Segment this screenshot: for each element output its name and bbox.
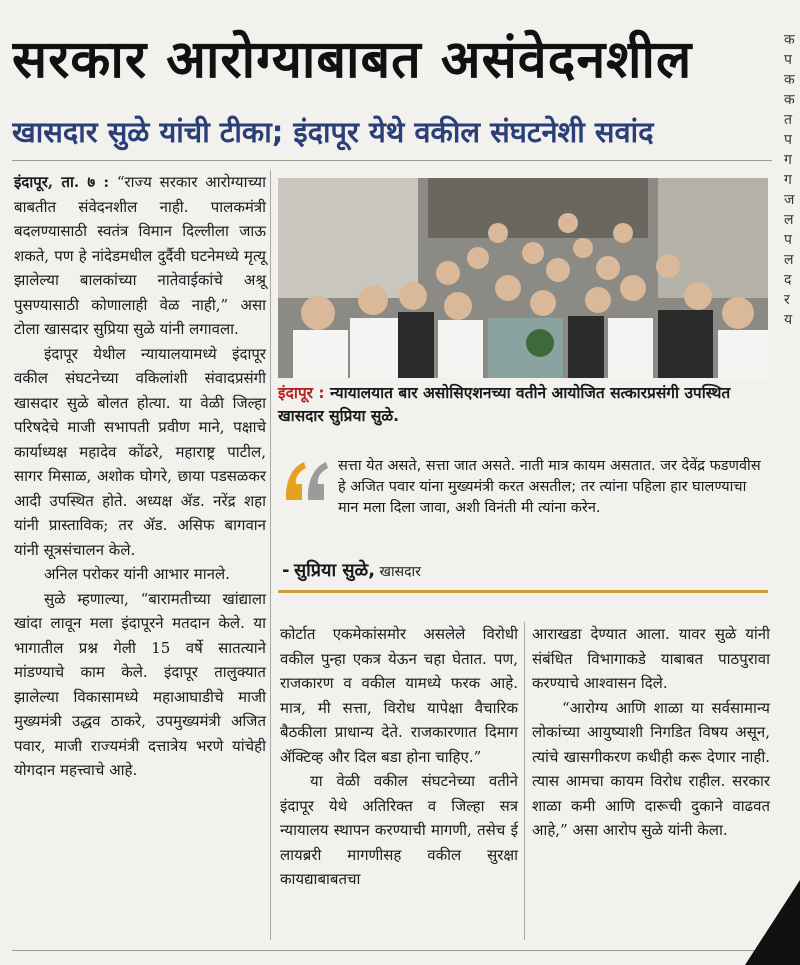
photo-caption xyxy=(278,382,773,428)
quote-dash: - xyxy=(282,560,290,581)
paragraph: “आरोग्य आणि शाळा या सर्वसामान्य लोकांच्या आयुष्याशी निगडित विषय असून, त्यांचे खासगीकरण कधीही करू देणार नाही. त्यास आमचा कायम विरोध राहील. सरकार शाळा कमी आणि दारूची दुकाने वाढवत आहे,” असा आरोप सुळे यांनी केला. xyxy=(532,698,770,839)
headline: सरकार आरोग्याबाबत असंवेदनशील xyxy=(12,30,693,90)
pull-quote-attribution xyxy=(282,558,762,585)
column-1 xyxy=(14,170,266,783)
header-divider xyxy=(12,160,772,161)
column-2 xyxy=(280,622,518,892)
paragraph: सुळे म्हणाल्या, “बारामतीच्या खांद्याला खांदा लावून मला इंदापूरने मतदान केले. या भागातील प्रश्न गेली 15 वर्षे सातत्याने मांडण्याचे काम केले. इंदापूर तालुक्यात झालेल्या विकासामध्ये महाआघाडीचे माजी मुख्यमंत्री उद्धव ठाकरे, उपमुख्यमंत्री अजित पवार, माजी राज्यमंत्री दत्तात्रेय भरणे यांचेही योगदान महत्त्वाचे आहे. xyxy=(14,589,266,779)
paragraph: अनिल परोकर यांनी आभार मानले. xyxy=(44,565,230,583)
pull-quote-text: सत्ता येत असते, सत्ता जात असते. नाती मात्र कायम असतात. जर देवेंद्र फडणवीस हे अजित पवार यांना मुख्यमंत्री करत असतील; तर त्यांना पहिला हार घालण्याचा मान मला दिला जावा, अशी विनंती मी त्यांना करेन. xyxy=(338,458,761,516)
dateline: इंदापूर, ता. ७ : xyxy=(14,173,109,191)
paragraph: या वेळी वकील संघटनेच्या वतीने इंदापूर येथे अतिरिक्त व जिल्हा सत्र न्यायालय स्थापन करण्याची मागणी, तसेच ई लायब्ररी मागणीसह वकील सुरक्षा कायद्याबाबतचा xyxy=(280,772,518,888)
paragraph: कोर्टात एकमेकांसमोर असलेले विरोधी वकील पुन्हा एकत्र येऊन चहा घेतात. पण, राजकारण व वकील यामध्ये फरक आहे. मात्र, मी सत्ता, विरोध यापेक्षा वैचारिक बैठकीला प्राधान्य देते. राजकारणात दिमाग ॲक्टिव्ह और दिल बडा होना चाहिए.” xyxy=(280,625,518,766)
column-divider xyxy=(270,170,271,940)
quote-mark-icon xyxy=(282,456,328,506)
lead-text: “राज्य सरकार आरोग्याच्या बाबतीत संवेदनशील नाही. पालकमंत्री बदलण्यासाठी स्वतंत्र विमान दिल्लीला जाऊ शकते, पण हे नांदेडमधील दुर्दैवी घटनेमध्ये मृत्यू झालेल्या बालकांच्या नातेवाईकांचे अश्रू पुसण्यासाठी कोणालाही वेळ नाही,” असा टोला खासदार सुप्रिया सुळे यांनी लगावला. xyxy=(14,173,266,338)
caption-text: न्यायालयात बार असोसिएशनच्या वतीने आयोजित सत्कारप्रसंगी उपस्थित खासदार सुप्रिया सुळे. xyxy=(278,384,731,425)
lead-paragraph xyxy=(14,170,266,342)
column-divider xyxy=(524,622,525,940)
column-3 xyxy=(532,622,770,843)
quote-divider xyxy=(278,590,768,593)
subheadline: खासदार सुळे यांची टीका; इंदापूर येथे वकील संघटनेशी सवांद xyxy=(12,115,654,149)
paragraph: आराखडा देण्यात आला. यावर सुळे यांनी संबंधित विभागाकडे याबाबत पाठपुरावा करण्याचे आश्वासन दिले. xyxy=(532,625,770,692)
quote-author: सुप्रिया सुळे, xyxy=(293,560,376,581)
quote-author-role: खासदार xyxy=(379,564,421,580)
adjacent-column-fragment: क प क क त प ग ग ज ल प ल द र य xyxy=(784,32,795,328)
caption-place: इंदापूर : xyxy=(278,384,325,402)
page-bottom-rule xyxy=(12,950,772,951)
paragraph: इंदापूर येथील न्यायालयामध्ये इंदापूर वकील संघटनेच्या वकिलांशी संवादप्रसंगी खासदार सुळे बोलत होत्या. या वेळी जिल्हा परिषदेचे माजी सभापती प्रवीण माने, पक्षाचे कार्याध्यक्ष महादेव कोंढरे, महाराष्ट्र पाटील, सागर मिसाळ, अशोक घोगरे, छाया पडसळकर आदी उपस्थित होते. अध्यक्ष ॲड. नरेंद्र शहा यांनी प्रास्ताविक; तर ॲड. असिफ बागवान यांनी सूत्रसंचालन केले. xyxy=(14,344,266,559)
group-photo-illustration xyxy=(278,178,768,378)
news-photo xyxy=(278,178,768,378)
